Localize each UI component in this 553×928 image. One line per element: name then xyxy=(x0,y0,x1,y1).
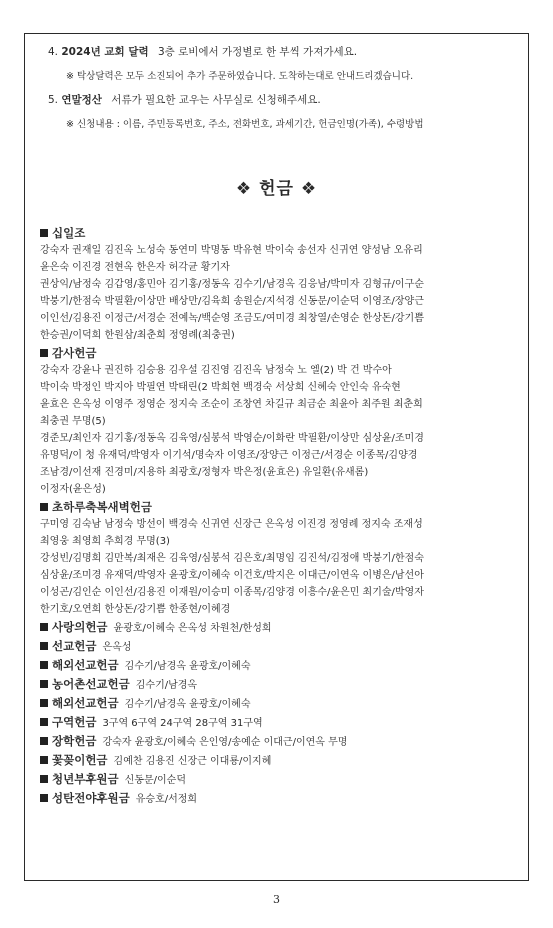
category-title: 청년부후원금 xyxy=(52,772,119,786)
name-line: 이인선/김용진 이정근/서경순 전예녹/백순영 조금도/여미경 최창열/손영순 한상돈/강기쁨 xyxy=(40,313,424,324)
offering-list xyxy=(40,224,520,808)
category-names: 김수기/남경옥 윤광호/이혜숙 xyxy=(124,661,251,672)
square-bullet-icon xyxy=(40,349,48,357)
category-title: 장학헌금 xyxy=(52,734,97,748)
offering-category xyxy=(40,345,520,362)
notice-text: 3층 로비에서 가정별로 한 부씩 가져가세요. xyxy=(157,46,358,58)
notice-text: 서류가 필요한 교우는 사무실로 신청해주세요. xyxy=(111,94,321,106)
square-bullet-icon xyxy=(40,737,48,745)
offering-category xyxy=(40,619,520,637)
notice-number: 5. xyxy=(48,94,59,106)
name-line: 유명덕/이 청 유재덕/박영자 이기석/명숙자 이영조/장양근 이정근/서경순 이종목/김양경 xyxy=(40,450,418,461)
notice-subnote: ※ 신청내용 : 이름, 주민등록번호, 주소, 전화번호, 과세기간, 헌금인명(가족), 수령방법 xyxy=(66,119,424,130)
offering-category xyxy=(40,733,520,751)
page-number: 3 xyxy=(273,893,280,906)
notice-key: 2024년 교회 달력 xyxy=(61,46,149,58)
offering-category xyxy=(40,638,520,656)
category-title: 구역헌금 xyxy=(52,715,97,729)
name-line: 강성빈/김명희 김만복/최재은 김육영/심봉석 김은호/최명임 김진석/김정애 박붕기/한점숙 xyxy=(40,553,424,564)
notice-tax xyxy=(48,92,321,107)
square-bullet-icon xyxy=(40,756,48,764)
notice-subnote: ※ 탁상달력은 모두 소진되어 추가 주문하였습니다. 도착하는대로 안내드리겠습니다. xyxy=(66,71,414,82)
offering-category xyxy=(40,771,520,789)
category-title: 감사헌금 xyxy=(52,346,97,360)
name-line: 강숙자 강윤나 권진하 김승용 김우설 김진영 김진옥 남정숙 노 엘(2) 박 건 박수아 xyxy=(40,365,392,376)
category-title: 초하루축복새벽헌금 xyxy=(52,500,152,514)
category-names: 강숙자 윤광호/이혜숙 은인영/송예순 이대근/이연옥 무명 xyxy=(102,737,348,748)
offering-category xyxy=(40,499,520,516)
category-title: 선교헌금 xyxy=(52,639,97,653)
name-line: 구미영 김숙남 남정숙 방선이 백경숙 신귀연 신장근 은옥성 이진경 정영례 정지숙 조재성 xyxy=(40,519,423,530)
notice-calendar xyxy=(48,44,357,59)
name-line: 권상익/남정숙 김갑영/홍민아 김기홍/정동옥 김수기/남경옥 김응남/박미자 김형규/이구순 xyxy=(40,279,424,290)
category-names: 김수기/남경옥 xyxy=(135,680,198,691)
offering-category xyxy=(40,714,520,732)
offering-heading: ❖ 헌금 ❖ xyxy=(235,179,318,199)
name-line: 윤은숙 이진경 전현옥 한은자 허각균 황기자 xyxy=(40,262,230,273)
offering-category xyxy=(40,225,520,242)
name-line: 박붕기/한점숙 박필환/이상만 배상만/김육희 송원순/지석경 신동문/이순덕 이영조/장양근 xyxy=(40,296,424,307)
square-bullet-icon xyxy=(40,642,48,650)
square-bullet-icon xyxy=(40,623,48,631)
offering-category xyxy=(40,676,520,694)
square-bullet-icon xyxy=(40,699,48,707)
notice-number: 4. xyxy=(48,46,59,58)
name-line: 한기호/오연희 한상돈/강기쁨 한종현/이혜경 xyxy=(40,604,231,615)
name-line: 조남경/이선재 진경미/지용하 최광호/정형자 박은정(윤효은) 유일환(유새롬) xyxy=(40,467,369,478)
name-line: 이성곤/김인순 이인선/김용진 이재원/이승미 이종목/김양경 이흥수/윤은민 최기술/박영자 xyxy=(40,587,424,598)
name-line: 심상윤/조미경 유재덕/박영자 윤광호/이혜숙 이건호/박지은 이대근/이연옥 이병은/남선아 xyxy=(40,570,424,581)
category-names: 김수기/남경옥 윤광호/이혜숙 xyxy=(124,699,251,710)
square-bullet-icon xyxy=(40,775,48,783)
category-title: 성탄전야후원금 xyxy=(52,791,130,805)
square-bullet-icon xyxy=(40,503,48,511)
offering-category xyxy=(40,695,520,713)
category-title: 해외선교헌금 xyxy=(52,696,119,710)
name-line: 강숙자 권재일 김진옥 노성숙 동연미 박명동 박유현 박이숙 송선자 신귀연 양성남 오유리 xyxy=(40,245,423,256)
name-line: 최충권 무명(5) xyxy=(40,416,106,427)
name-line: 이정자(윤은성) xyxy=(40,484,106,495)
category-names: 3구역 6구역 24구역 28구역 31구역 xyxy=(102,718,263,729)
name-line: 한승권/이덕희 한원삼/최춘희 정영례(최충권) xyxy=(40,330,235,341)
category-names: 유승호/서정희 xyxy=(135,794,198,805)
offering-category xyxy=(40,657,520,675)
offering-category xyxy=(40,752,520,770)
name-line: 경준모/최인자 김기홍/정동옥 김육영/심봉석 박영순/이화란 박필환/이상만 심상윤/조미경 xyxy=(40,433,424,444)
category-title: 농어촌선교헌금 xyxy=(52,677,130,691)
category-names: 김예찬 김용진 신장근 이대룡/이지혜 xyxy=(113,756,272,767)
offering-category xyxy=(40,790,520,808)
category-names: 은옥성 xyxy=(102,642,132,653)
square-bullet-icon xyxy=(40,229,48,237)
name-line: 윤효은 은옥성 이영주 정영순 정지숙 조순이 조창연 차길규 최금순 최윤아 최주원 최춘희 xyxy=(40,399,423,410)
category-title: 십일조 xyxy=(52,226,86,240)
notice-key: 연말정산 xyxy=(61,94,102,106)
category-title: 사랑의헌금 xyxy=(52,620,108,634)
name-line: 최영웅 최영희 추희경 무명(3) xyxy=(40,536,170,547)
category-names: 신동문/이순덕 xyxy=(124,775,186,786)
category-names: 윤광호/이혜숙 은옥성 차원천/한성희 xyxy=(113,623,272,634)
square-bullet-icon xyxy=(40,661,48,669)
category-title: 꽃꽂이헌금 xyxy=(52,753,108,767)
name-line: 박이숙 박정인 박지아 박필연 박태린(2 박희현 백경숙 서상희 신혜숙 안인숙 유숙현 xyxy=(40,382,401,393)
square-bullet-icon xyxy=(40,680,48,688)
square-bullet-icon xyxy=(40,718,48,726)
square-bullet-icon xyxy=(40,794,48,802)
category-title: 해외선교헌금 xyxy=(52,658,119,672)
